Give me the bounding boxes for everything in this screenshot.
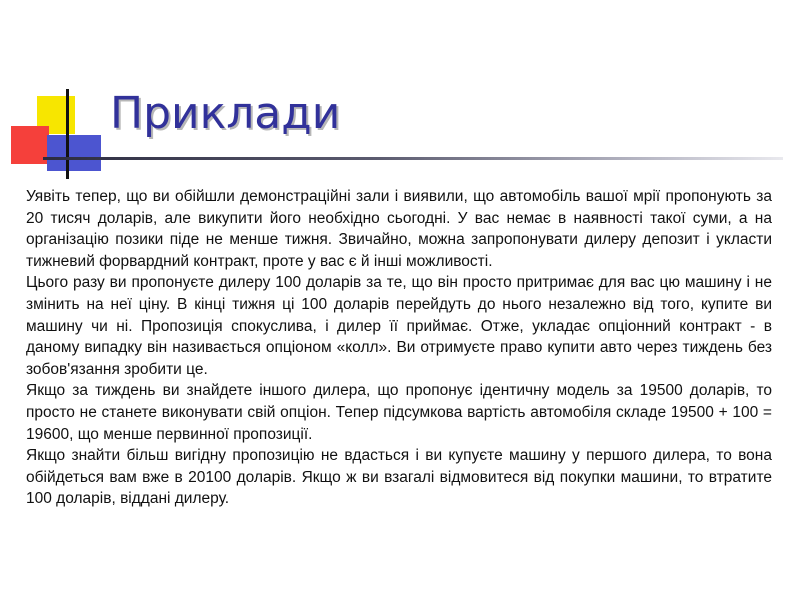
- paragraph-3: Якщо за тиждень ви знайдете іншого дилера, що пропонує ідентичну модель за 19500 доларів, то просто не станете виконувати свій опціон. Тепер підсумкова вартість автомобіля складе 19500 + 100 = 19600, що менше первинної пропозиції.: [26, 382, 772, 443]
- blue-square: [47, 135, 101, 171]
- title-decoration: [0, 0, 120, 180]
- title-underline: [43, 157, 783, 160]
- slide-title: Приклади: [110, 88, 341, 139]
- vertical-line: [66, 89, 69, 179]
- paragraph-4: Якщо знайти більш вигідну пропозицію не вдасться і ви купуєте машину у першого дилера, то вона обійдеться вам вже в 20100 доларів. Якщо ж ви взагалі відмовитеся від покупки машини, то втратите 100 доларів, віддані дилеру.: [26, 447, 772, 508]
- slide-body: [26, 186, 772, 510]
- paragraph-2: Цього разу ви пропонуєте дилеру 100 доларів за те, що він просто притримає для вас цю машину і не змінить на неї ціну. В кінці тижня ці 100 доларів перейдуть до нього незалежно від того, купите ви машину чи ні. Пропозиція спокуслива, і дилер її приймає. Отже, укладає опціонний контракт - в даному випадку він називається опціоном «колл». Ви отримуєте право купити авто через тиждень без зобов'язання зробити це.: [26, 274, 772, 378]
- paragraph-1: Уявіть тепер, що ви обійшли демонстраційні зали і виявили, що автомобіль вашої мрії пропонують за 20 тисяч доларів, але викупити його необхідно сьогодні. У вас немає в наявності такої суми, а на організацію позики піде не менше тижня. Звичайно, можна запропонувати дилеру депозит і укласти тижневий форвардний контракт, проте у вас є й інші можливості.: [26, 188, 772, 270]
